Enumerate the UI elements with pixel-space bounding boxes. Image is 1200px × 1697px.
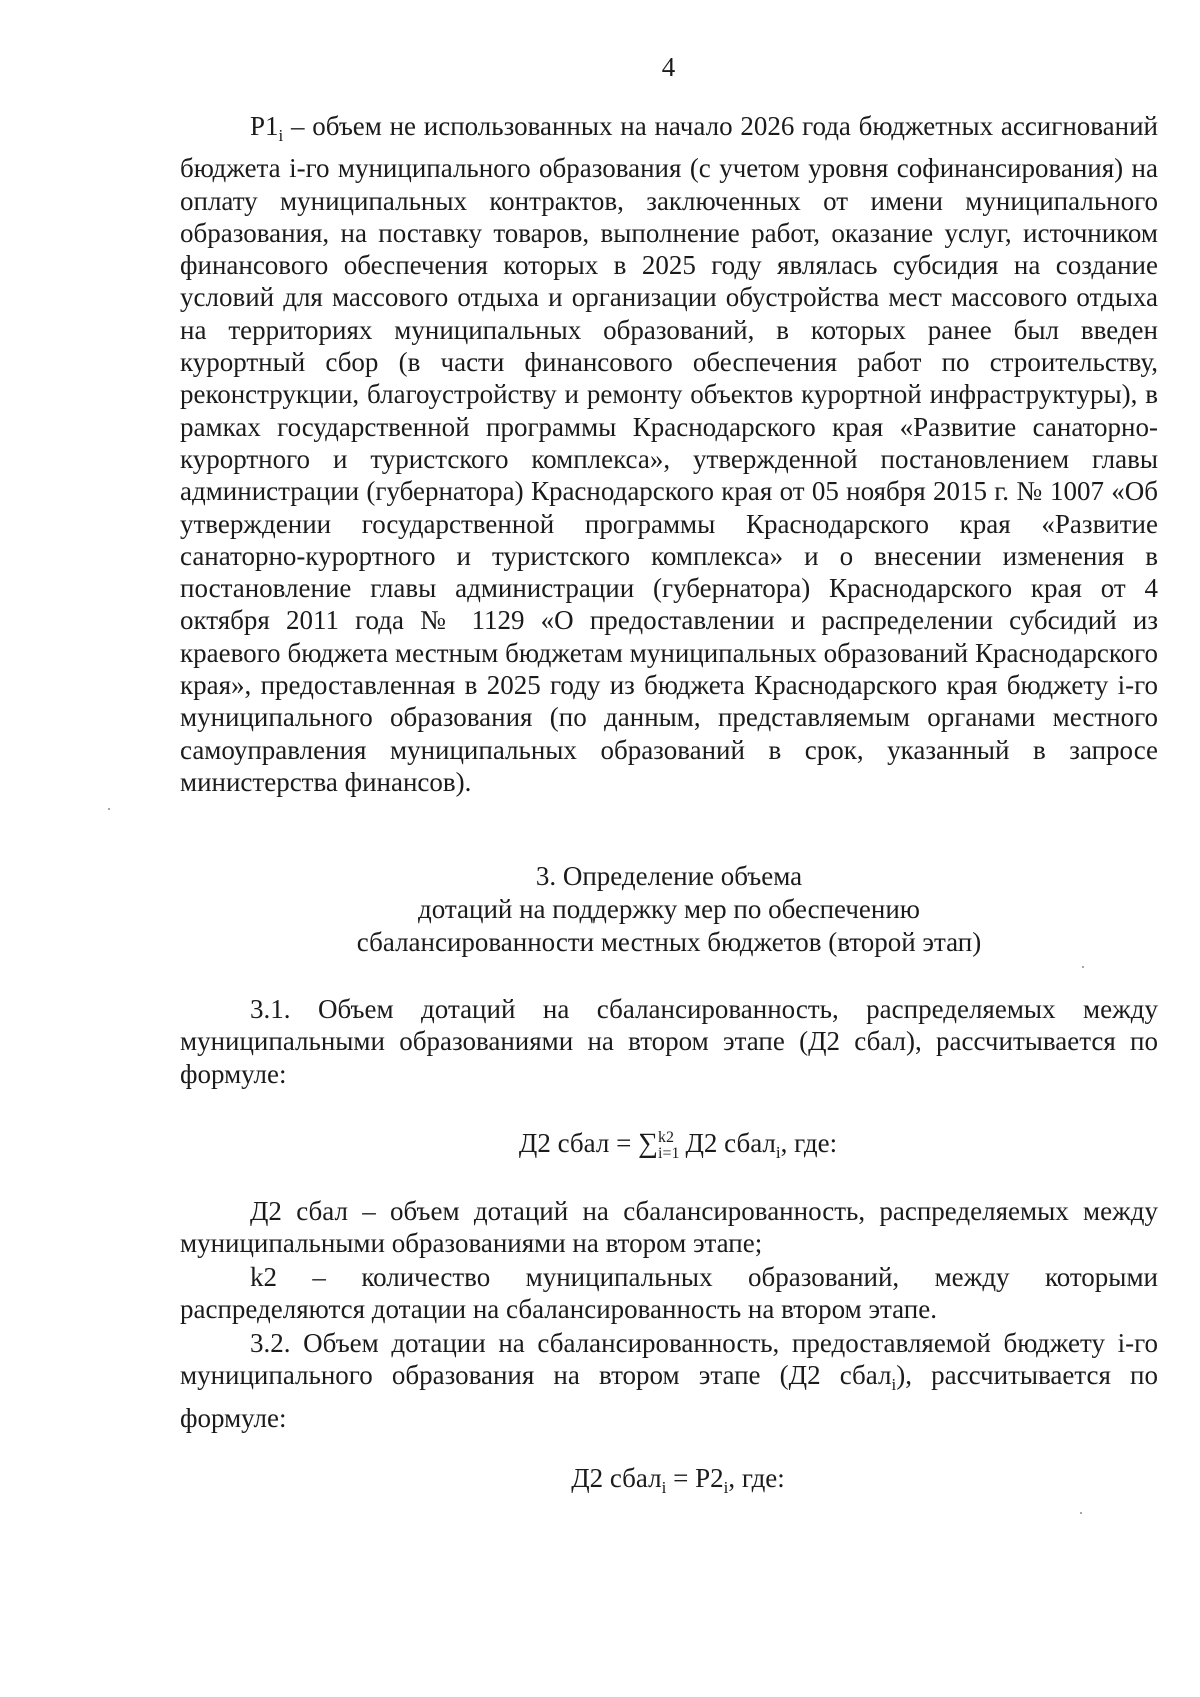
formula-d2-sum	[180, 1128, 1158, 1163]
paragraph-p1-text: – объем не использованных на начало 2026 года бюджетных ассигнований бюджета i-го муниципального образования (с учетом уровня софинансирования) на оплату муниципальных контрактов, заключенных от имени муниципального образования, на поставку товаров, выполнение работ, оказание услуг, источником финансового обеспечения которых в 2025 году являлась субсидия на создание условий для массового отдыха и организации обустройства мест массового отдыха на территориях муниципальных образований, в которых ранее был введен курортный сбор (в части финансового обеспечения работ по строительству, реконструкции, благоустройству и ремонту объектов курортной инфраструктуры), в рамках государственной программы Краснодарского края «Развитие санаторно-курортного и туристского комплекса», утвержденной постановлением главы администрации (губернатора) Краснодарского края от 05 ноября 2015 г. № 1007 «Об утверждении государственной программы Краснодарского края «Развитие санаторно-курортного и туристского комплекса» и о внесении изменения в постановление главы администрации (губернатора) Краснодарского края от 4 октября 2011 года № 1129 «О предоставлении и распределении субсидий из краевого бюджета местным бюджетам муниципальных образований Краснодарского края», предоставленная в 2025 году из бюджета Краснодарского края бюджету i-го муниципального образования (по данным, представляемым органами местного самоуправления муниципальных образований в срок, указанный в запросе министерства финансов).	[180, 111, 1158, 797]
paragraph-3-2-subscript: i	[891, 1375, 897, 1395]
paragraph-3-1: 3.1. Объем дотаций на сбалансированность, распределяемых между муниципальными образованиями на втором этапе (Д2 сбал), рассчитывается по формуле:	[180, 994, 1158, 1089]
page-number: 4	[661, 52, 676, 82]
subscript-i: i	[278, 126, 284, 145]
formula2-lhs: Д2 сбал	[571, 1463, 662, 1493]
formula2-eq: = Р2	[666, 1463, 724, 1493]
formula-d2-i	[180, 1463, 1158, 1498]
paragraph-p1-definition	[180, 110, 1158, 798]
scan-speck	[1080, 1512, 1082, 1514]
scan-speck	[1082, 966, 1084, 968]
paragraph-3-2-tail: ), рассчитывается по формуле:	[180, 1360, 1159, 1433]
section-3-heading	[180, 860, 1158, 959]
formula2-rhs-subscript: i	[723, 1478, 729, 1497]
heading-line-3: сбалансированности местных бюджетов (второй этап)	[356, 927, 982, 957]
paragraph-3-2	[180, 1327, 1158, 1434]
heading-line-2: дотаций на поддержку мер по обеспечению	[418, 894, 920, 924]
definition-d2-sbal: Д2 сбал – объем дотаций на сбалансированность, распределяемых между муниципальными образованиями на втором этапе;	[180, 1196, 1158, 1259]
sum-limits	[658, 1130, 679, 1162]
symbol-p1: Р1	[250, 111, 279, 141]
formula-term: Д2 сбал	[685, 1128, 776, 1158]
sum-lower-limit: i=1	[658, 1145, 680, 1162]
sigma-symbol: ∑	[638, 1128, 659, 1159]
sum-upper-limit: k2	[658, 1129, 675, 1146]
scan-speck	[108, 808, 110, 810]
formula-tail: , где:	[780, 1128, 838, 1158]
formula-lhs: Д2 сбал =	[518, 1128, 639, 1158]
paragraph-3-2-text: 3.2. Объем дотации на сбалансированность, предоставляемой бюджету i-го муниципального образования на втором этапе (Д2 сбал	[180, 1328, 1158, 1391]
heading-line-1: 3. Определение объема	[535, 861, 803, 891]
formula-term-subscript: i	[775, 1143, 781, 1162]
formula2-lhs-subscript: i	[661, 1478, 667, 1497]
formula2-tail: , где:	[728, 1463, 785, 1493]
definition-k2: k2 – количество муниципальных образований, между которыми распределяются дотации на сбалансированность на втором этапе.	[180, 1262, 1158, 1325]
